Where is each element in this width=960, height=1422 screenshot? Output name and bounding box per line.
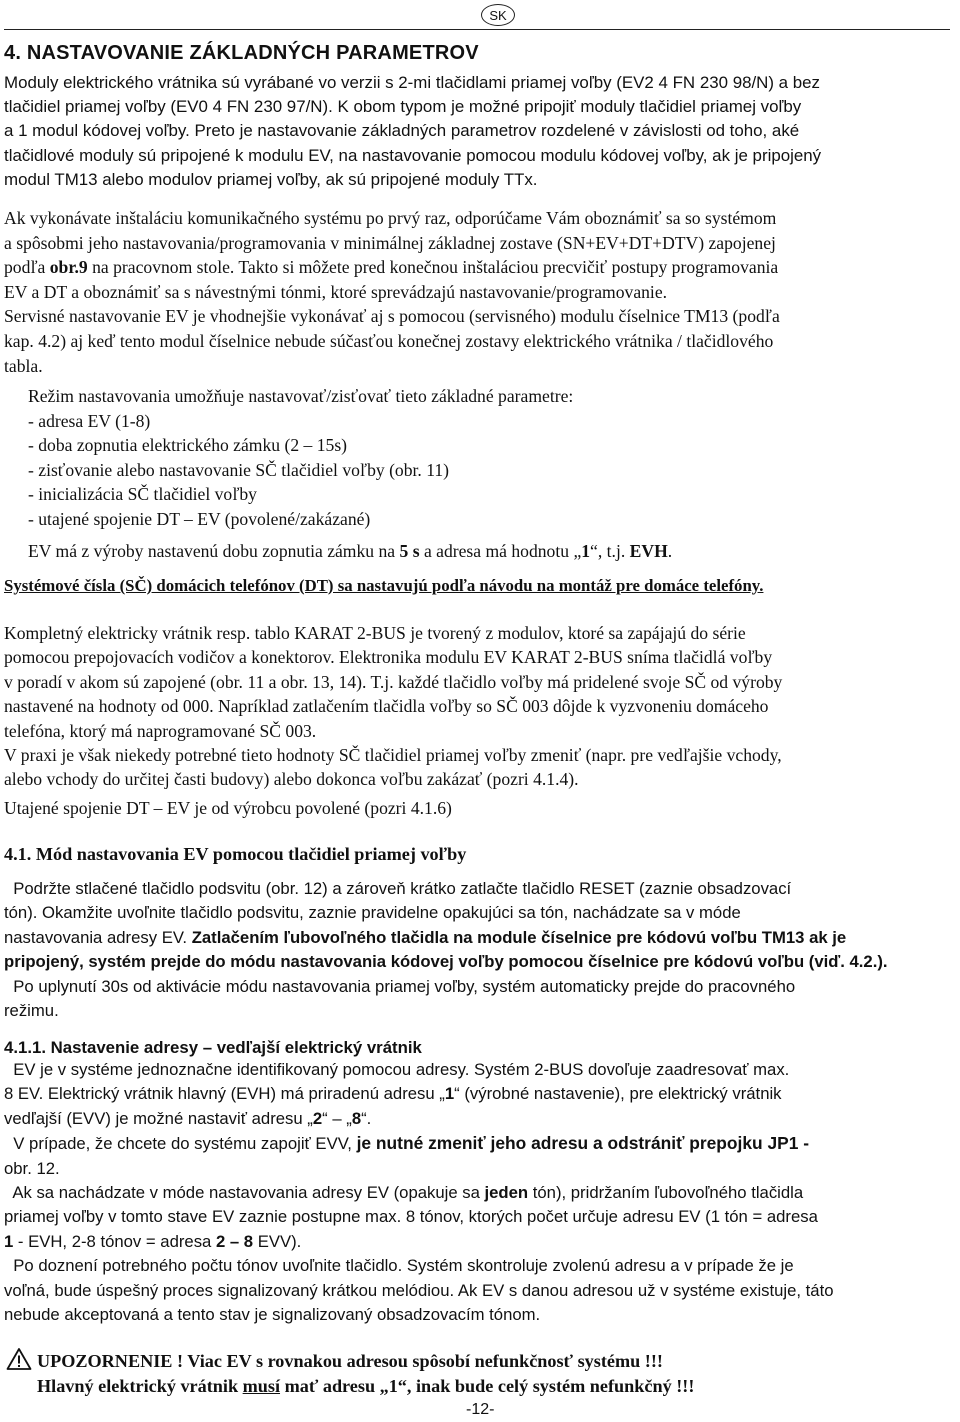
- karat-line: Utajené spojenie DT – EV je od výrobcu povolené (pozri 4.1.6): [4, 797, 452, 818]
- address-range: 2 – 8: [215, 1231, 254, 1251]
- factory-text: .: [667, 541, 673, 561]
- install-line: Servisné nastavovanie EV je vhodnejšie vykonávať aj s pomocou (servisného) modulu číselnice TM13 (podľa: [4, 306, 780, 327]
- warning-line: UPOZORNENIE ! Viac EV s rovnakou adresou spôsobí nefunkčnosť systému !!!: [37, 1351, 663, 1371]
- params-block: [4, 384, 956, 532]
- section-text: Ak sa nachádzate v móde nastavovania adresy EV (opakuje sa: [4, 1183, 485, 1203]
- section-line: režimu.: [4, 1001, 59, 1021]
- section-line: [4, 1107, 956, 1131]
- install-paragraph: [4, 206, 956, 378]
- section-line: [4, 1181, 956, 1205]
- install-line: kap. 4.2) aj keď tento modul číselnice nebude súčasťou konečnej zostavy elektrického vrátnika / tlačidlového: [4, 330, 774, 351]
- section-text: EVV).: [253, 1231, 302, 1251]
- factory-text: EV má z výroby nastavenú dobu zopnutia zámku na: [28, 541, 400, 561]
- param-item: - inicializácia SČ tlačidiel voľby: [28, 484, 257, 505]
- intro-paragraph: [4, 71, 956, 192]
- system-numbers-note: Systémové čísla (SČ) domácich telefónov (DT) sa nastavujú podľa návodu na montáž pre domáce telefóny.: [4, 576, 764, 595]
- section-line: Po doznení potrebného počtu tónov uvoľnite tlačidlo. Systém skontroluje zvolenú adresu a v prípade že je: [4, 1256, 794, 1276]
- factory-text: a adresa má hodnotu „: [419, 541, 582, 561]
- section-text: 8 EV. Elektrický vrátnik hlavný (EVH) má priradenú adresu „: [4, 1084, 445, 1104]
- address-value: 1: [581, 541, 591, 561]
- section-4-1-body: [4, 877, 956, 1023]
- section-emphasis: Zatlačením ľubovoľného tlačidla na module číselnice pre kódovú voľbu TM13 ak je: [191, 927, 847, 947]
- section-line: [4, 1131, 956, 1156]
- install-line: Ak vykonávate inštaláciu komunikačného systému po prvý raz, odporúčame Vám oboznámiť sa so systémom: [4, 208, 777, 228]
- install-line: a spôsobmi jeho nastavovania/programovania v minimálnej základnej zostave (SN+EV+DT+DTV) zapojenej: [4, 232, 776, 253]
- section-line: Podržte stlačené tlačidlo podsvitu (obr. 12) a zároveň krátko zatlačte tlačidlo RESET (zaznie obsadzovací: [4, 879, 792, 898]
- section-line: tón). Okamžite uvoľnite tlačidlo podsvitu, zaznie pravidelne opakujúci sa tón, nachádzate sa v móde: [4, 903, 741, 923]
- section-text: nastavovania adresy EV.: [4, 927, 192, 947]
- address-value: 2: [312, 1108, 323, 1128]
- section-line: priamej voľby v tomto stave EV zaznie postupne max. 8 tónov, ktorých počet určuje adresu EV (1 tón = adresa: [4, 1207, 818, 1227]
- section-line: Po uplynutí 30s od aktivácie módu nastavovania priamej voľby, systém automaticky prejde do pracovného: [4, 976, 796, 996]
- section-line: EV je v systéme jednoznačne identifikovaný pomocou adresy. Systém 2-BUS dovoľuje zaadresovať max.: [4, 1060, 790, 1079]
- section-text: “.: [361, 1108, 372, 1128]
- install-line: EV a DT a oboznámiť sa s návestnými tónmi, ktoré sprevádzajú nastavovanie/programovanie.: [4, 281, 668, 302]
- section-text: tón), pridržaním ľubovoľného tlačidla: [528, 1183, 804, 1203]
- section-line: [4, 1082, 956, 1106]
- evh-label: EVH: [629, 541, 668, 561]
- section-line: nebude akceptovaná a tento stav je signalizovaný obsadzovacím tónom.: [4, 1305, 541, 1325]
- param-item: - utajené spojenie DT – EV (povolené/zakázané): [28, 508, 371, 529]
- section-text: “ – „: [322, 1108, 352, 1128]
- intro-line: modul TM13 alebo modulov priamej voľby, ak sú pripojené moduly TTx.: [4, 169, 538, 189]
- warning-text: Hlavný elektrický vrátnik: [37, 1376, 243, 1396]
- section-text: - EVH, 2-8 tónov = adresa: [13, 1231, 216, 1251]
- install-text: podľa: [4, 257, 50, 278]
- section-4-1-heading: 4.1. Mód nastavovania EV pomocou tlačidiel priamej voľby: [4, 844, 467, 864]
- section-line: obr. 12.: [4, 1158, 60, 1178]
- page-number: -12-: [466, 1401, 495, 1418]
- section-emphasis: jeden: [484, 1183, 529, 1203]
- params-intro: Režim nastavovania umožňuje nastavovať/zisťovať tieto základné parametre:: [28, 386, 574, 406]
- section-4-1-1-body: [4, 1058, 956, 1327]
- section-text: “ (výrobné nastavenie), pre elektrický vrátnik: [454, 1084, 782, 1104]
- section-line: [4, 1230, 956, 1254]
- warning-emphasis: musí: [242, 1376, 281, 1396]
- section-text: vedľajší (EVV) je možné nastaviť adresu „: [4, 1108, 313, 1128]
- install-text: na pracovnom stole. Takto si môžete pred konečnou inštaláciou precvičiť postupy programovania: [87, 257, 779, 278]
- intro-line: tlačidlové moduly sú pripojené k modulu EV, na nastavovanie pomocou modulu kódovej voľby, ak je pripojený: [4, 145, 822, 165]
- param-item: - zisťovanie alebo nastavovanie SČ tlačidiel voľby (obr. 11): [28, 459, 450, 480]
- page-title: 4. NASTAVOVANIE ZÁKLADNÝCH PARAMETROV: [4, 42, 479, 64]
- intro-line: a 1 modul kódovej voľby. Preto je nastavovanie základných parametrov rozdelené v závislosti od toho, aké: [4, 121, 800, 141]
- section-4-1-1-heading: 4.1.1. Nastavenie adresy – vedľajší elektrický vrátnik: [4, 1038, 422, 1057]
- install-line: tabla.: [4, 355, 43, 376]
- karat-line: pomocou prepojovacích vodičov a konektorov. Elektronika modulu EV KARAT 2-BUS sníma tlačidlá voľby: [4, 647, 773, 668]
- section-line: pripojený, systém prejde do módu nastavovania kódovej voľby pomocou číselnice pre kódovú voľbu (viď. 4.2.).: [4, 952, 888, 972]
- language-badge: SK: [481, 4, 515, 26]
- address-value: 1: [444, 1084, 455, 1104]
- address-value: 1: [4, 1231, 14, 1251]
- param-item: - doba zopnutia elektrického zámku (2 – 15s): [28, 435, 348, 456]
- warning-icon: [6, 1347, 32, 1371]
- intro-line: tlačidiel priamej voľby (EV0 4 FN 230 97/N). K obom typom je možné pripojiť moduly tlačidiel priamej voľby: [4, 97, 802, 117]
- header-rule: [4, 29, 950, 30]
- karat-paragraph: [4, 621, 956, 820]
- section-emphasis: je nutné zmeniť jeho adresu a odstrániť prepojku JP1 -: [356, 1133, 810, 1154]
- address-value: 8: [351, 1108, 362, 1128]
- section-text: V prípade, že chcete do systému zapojiť EVV,: [4, 1134, 357, 1154]
- intro-line: Moduly elektrického vrátnika sú vyrábané vo verzii s 2-mi tlačidlami priamej voľby (EV2 4 FN 230 98/N) a bez: [4, 73, 821, 92]
- factory-settings-line: [28, 539, 960, 563]
- karat-line: alebo vchody do určitej časti budovy) alebo dokonca voľbu zakázať (pozri 4.1.4).: [4, 769, 579, 790]
- warning-text: mať adresu „1“, inak bude celý systém nefunkčný !!!: [280, 1376, 695, 1396]
- figure-reference: obr.9: [49, 257, 88, 278]
- section-line: [4, 926, 956, 950]
- karat-line: V praxi je však niekedy potrebné tieto hodnoty SČ tlačidiel priamej voľby zmeniť (napr. pre vedľajšie vchody,: [4, 745, 782, 766]
- karat-line: Kompletný elektricky vrátnik resp. tablo KARAT 2-BUS je tvorený z modulov, ktoré sa zapájajú do série: [4, 623, 746, 643]
- karat-line: v poradí v akom sú zapojené (obr. 11 a obr. 13, 14). T.j. každé tlačidlo voľby má pridelené svoje SČ od výroby: [4, 671, 783, 692]
- karat-line: telefóna, ktorý má naprogramované SČ 003.: [4, 720, 317, 741]
- factory-text: “, t.j.: [590, 541, 630, 561]
- param-item: - adresa EV (1-8): [28, 410, 151, 431]
- lock-time-value: 5 s: [399, 541, 420, 561]
- section-line: voľná, bude úspešný proces signalizovaný krátkou melódiou. Ak EV s danou adresou už v systéme existuje, táto: [4, 1280, 834, 1300]
- karat-line: nastavené na hodnoty od 000. Napríklad zatlačením tlačidla voľby so SČ 003 dôjde k vyzvoneniu domáceho: [4, 696, 769, 717]
- install-line: [4, 255, 956, 280]
- warning-line: [37, 1374, 694, 1398]
